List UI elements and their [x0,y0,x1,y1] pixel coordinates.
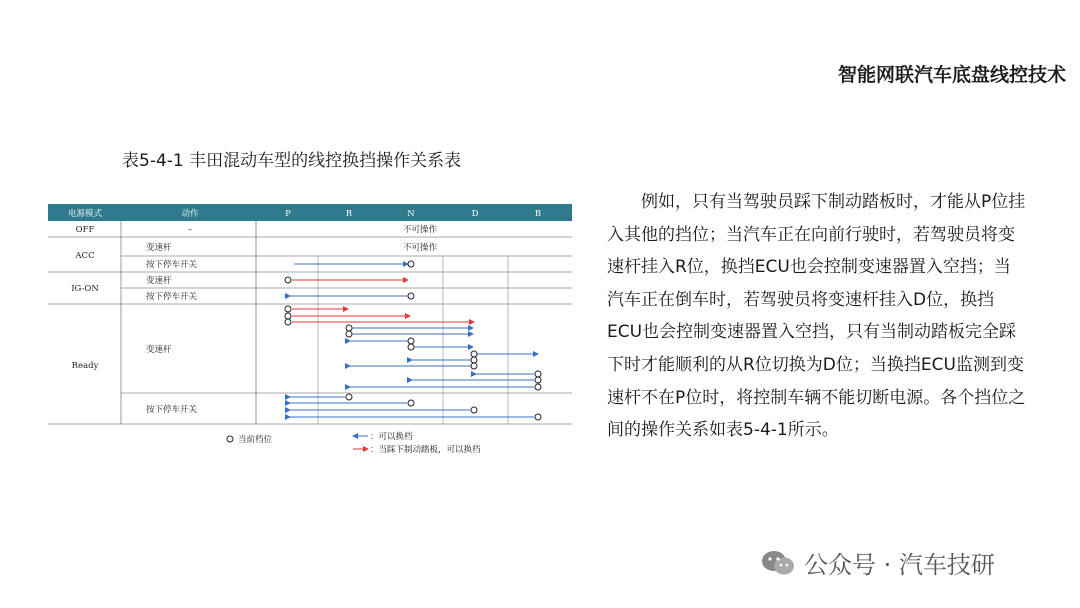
no-op-off: 不可操作 [402,225,438,235]
mode-off: OFF [75,225,95,235]
legend-current-gear: 当前档位 [238,435,273,445]
current-gear-marker [535,371,541,377]
current-gear-marker [285,319,291,325]
current-gear-marker [471,357,477,363]
col-header-r: R [345,209,353,219]
legend-brake-shift: ：当踩下制动踏板，可以换档 [370,445,481,455]
action-ready-switch: 按下停车开关 [146,405,198,415]
col-header-n: N [407,209,415,219]
col-header-mode: 电源模式 [67,209,103,219]
current-gear-marker [408,261,414,267]
no-op-acc: 不可操作 [402,243,438,253]
current-gear-marker [346,325,352,331]
body-paragraph: 例如，只有当驾驶员踩下制动踏板时，才能从P位挂入其他的挡位；当汽车正在向前行驶时，若驾驶员将变速杆挂入R位，换挡ECU也会控制变速器置入空挡；当汽车正在倒车时，若驾驶员将变速杆挂入D位，换挡ECU也会控制变速器置入空挡，只有当制动踏板完全踩下时才能顺利的从R位切换为D位；当换挡ECU监测到变速杆不在P位时，将控制车辆不能切断电源。各个挡位之间的操作关系如表5-4-1所示。 [607,192,1026,441]
action-acc-lever: 变速杆 [146,243,172,253]
action-off: – [187,225,193,235]
current-gear-marker [408,400,414,406]
watermark [760,545,995,580]
mode-acc: ACC [75,251,95,261]
current-gear-marker [471,351,477,357]
current-gear-marker [535,377,541,383]
mode-igon: IG-ON [71,284,99,294]
header-title: 智能网联汽车底盘线控技术 [837,64,1066,86]
action-ready-lever: 变速杆 [146,345,172,355]
table-caption: 表5-4-1 丰田混动车型的线控换挡操作关系表 [122,151,462,171]
current-gear-marker [346,394,352,400]
current-gear-marker [408,344,414,350]
col-header-b: B [534,209,542,219]
mode-ready: Ready [71,361,99,371]
current-gear-marker [285,313,291,319]
table-header-bar [48,204,572,221]
action-ig-lever: 变速杆 [146,276,172,286]
col-header-d: D [471,209,479,219]
action-acc-switch: 按下停车开关 [146,260,198,270]
watermark-text: 公众号 · 汽车技研 [804,551,995,579]
current-gear-marker [471,407,477,413]
col-header-action: 动作 [181,209,199,219]
col-header-p: P [285,209,291,219]
current-gear-marker [408,293,414,299]
legend-can-shift: ：可以换档 [370,432,413,442]
current-gear-marker [285,306,291,312]
current-gear-marker [285,277,291,283]
current-gear-marker [408,338,414,344]
current-gear-marker [535,414,541,420]
legend-circle-icon [227,436,233,442]
current-gear-marker [346,331,352,337]
current-gear-marker [471,363,477,369]
wechat-icon [760,549,796,577]
action-ig-switch: 按下停车开关 [146,292,198,302]
shift-operation-table [48,200,572,462]
current-gear-marker [535,384,541,390]
